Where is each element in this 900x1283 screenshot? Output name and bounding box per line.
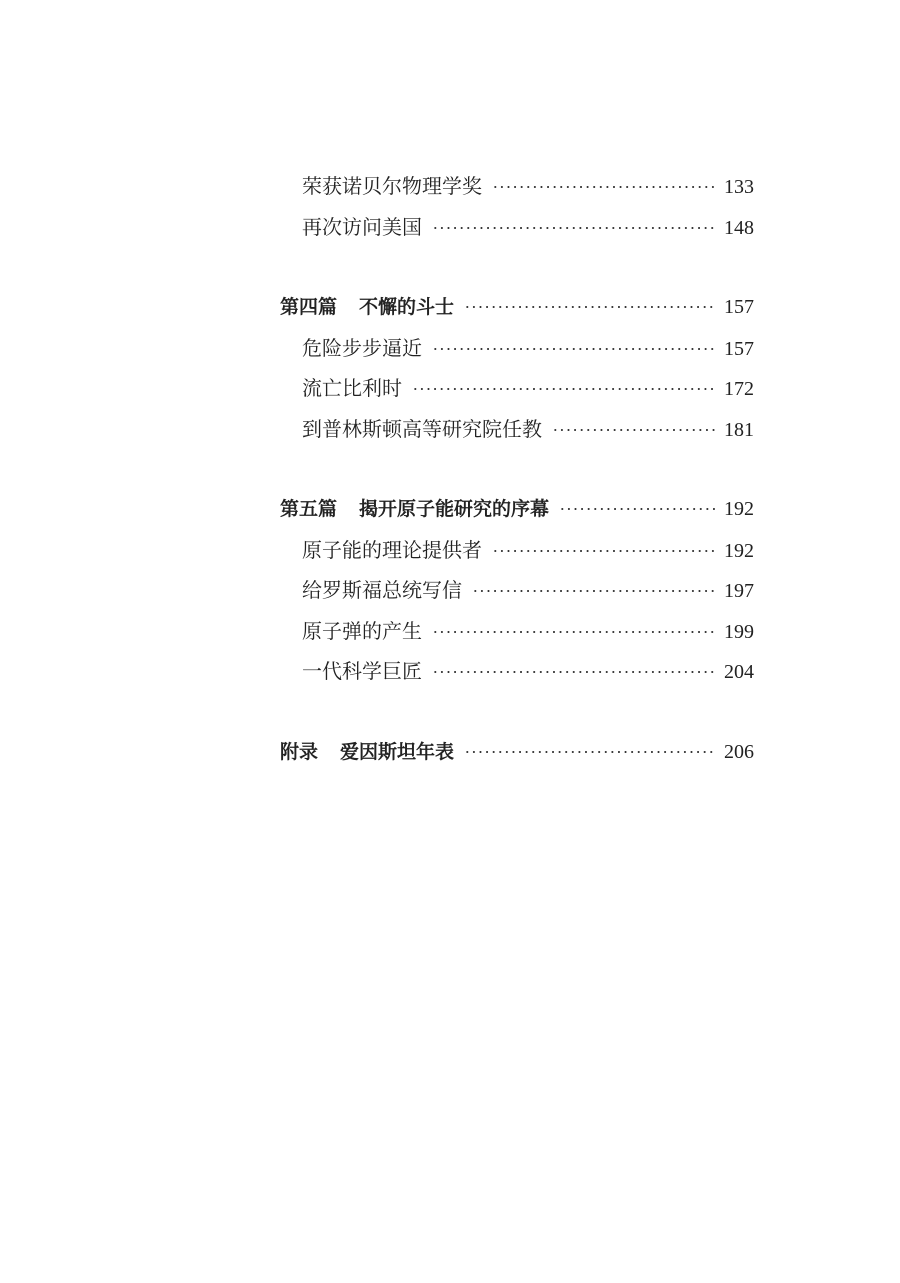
toc-group-part5 [280,489,754,692]
dot-leader [432,671,716,673]
toc-part-name: 爱因斯坦年表 [340,740,455,763]
toc-part-label: 附录 [280,740,319,763]
toc-page-number: 192 [724,539,754,562]
toc-entry-title: 流亡比利时 [302,376,402,400]
toc-part-label: 第四篇 [280,296,338,318]
toc-page-number: 197 [724,580,754,602]
dot-leader [464,751,716,753]
toc-entry-letter-roosevelt[interactable] [280,570,754,611]
toc-entry-title: 给罗斯福总统写信 [302,578,462,602]
toc-page-number: 157 [724,337,754,360]
toc-page-number: 157 [724,296,754,318]
toc-entry-great-scientist[interactable] [280,651,754,692]
toc-entry-title: 到普林斯顿高等研究院任教 [302,416,542,441]
toc-entry-title: 危险步步逼近 [302,335,422,360]
toc-group-part3-continued [280,166,754,247]
dot-leader [432,227,716,229]
toc-page-number: 133 [724,176,754,198]
toc-group-appendix [280,732,754,773]
table-of-contents [280,166,754,772]
toc-entry-nobel-prize[interactable] [280,166,754,207]
toc-entry-title: 原子能的理论提供者 [302,537,482,562]
toc-heading-title [280,489,549,530]
dot-leader [492,186,716,188]
toc-entry-revisit-america[interactable] [280,207,754,248]
toc-page-number: 206 [724,740,754,763]
toc-part-heading-5[interactable] [280,489,754,530]
toc-page-number: 148 [724,216,754,239]
toc-page-number: 204 [724,661,754,683]
dot-leader [552,429,716,431]
toc-entry-exile-belgium[interactable] [280,368,754,409]
toc-page-number: 199 [724,620,754,643]
toc-part-name: 揭开原子能研究的序幕 [359,498,550,520]
toc-page-number: 181 [724,418,754,441]
toc-heading-title [280,287,454,328]
dot-leader [432,348,716,350]
toc-entry-title: 原子弹的产生 [302,618,422,643]
toc-entry-title: 再次访问美国 [302,214,422,239]
toc-appendix-heading[interactable] [280,732,754,773]
dot-leader [464,306,716,308]
toc-group-part4 [280,287,754,449]
toc-part-name: 不懈的斗士 [359,296,455,318]
toc-heading-title [280,732,454,773]
dot-leader [432,631,716,633]
dot-leader [559,508,716,510]
toc-entry-title: 荣获诺贝尔物理学奖 [302,174,482,198]
toc-page-number: 172 [724,378,754,400]
toc-entry-princeton[interactable] [280,409,754,450]
toc-entry-title: 一代科学巨匠 [302,659,422,683]
dot-leader [412,388,716,390]
toc-part-label: 第五篇 [280,498,338,520]
toc-entry-atomic-bomb[interactable] [280,611,754,652]
dot-leader [472,590,716,592]
toc-entry-danger-approaching[interactable] [280,328,754,369]
dot-leader [492,550,716,552]
toc-page-number: 192 [724,498,754,520]
toc-entry-atomic-theory[interactable] [280,530,754,571]
toc-part-heading-4[interactable] [280,287,754,328]
